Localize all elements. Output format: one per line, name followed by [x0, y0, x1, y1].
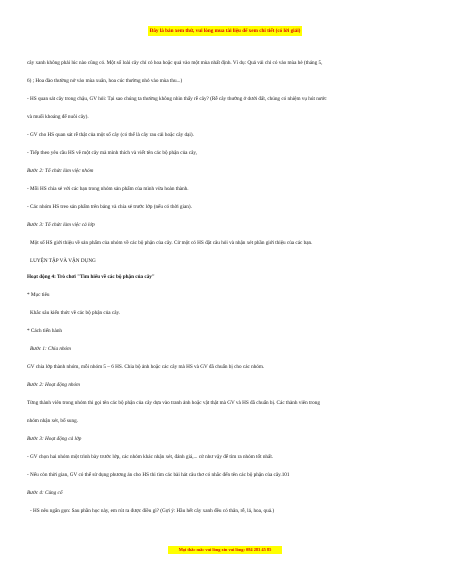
step-heading: Bước 2: Tổ chức làm việc nhóm — [27, 168, 94, 174]
paragraph-line: - GV chọn hai nhóm một trình bày trước lớp, các nhóm khác nhận xét, đánh giá,... cử như vậy để tìm ra nhóm tốt nhất. — [27, 454, 274, 460]
paragraph-line: và muối khoáng để nuôi cây). — [27, 114, 89, 120]
step-heading: Bước 3: Tổ chức làm việc cả lớp — [27, 222, 95, 228]
procedure-heading: * Cách tiến hành — [27, 328, 63, 334]
objective-heading: * Mục tiêu — [27, 292, 50, 298]
paragraph-line: - Tiếp theo yêu cầu HS vẽ một cây mà mình thích và viết tên các bộ phận của cây, — [27, 150, 197, 156]
paragraph-line: cây xanh không phải lúc nào cũng có. Một số loài cây chỉ có hoa hoặc quả vào một mùa nhất định. Ví dụ: Quả vải chỉ có vào mùa hè (tháng 5, — [27, 60, 323, 66]
paragraph-line: GV chia lớp thành nhóm, mỗi nhóm 5 – 6 HS. Chia bộ ảnh hoặc các cây mà HS và GV đã chuẩn bị cho các nhóm. — [27, 364, 265, 370]
step-heading: Bước 4: Củng cố — [27, 490, 63, 496]
paragraph-line: Một số HS giới thiệu về sản phẩm của nhóm về các bộ phận của cây. Cử một có HS đặt câu hỏi và nhận xét phần giới thiệu của các bạn. — [30, 240, 313, 246]
paragraph-line: - HS nêu ngắn gọn: Sau phần học này, em rút ra được điều gì? (Gợi ý: Hầu hết cây xanh đều có thân, rễ, lá, hoa, quả.) — [30, 508, 275, 514]
section-heading: LUYỆN TẬP VÀ VẬN DỤNG — [30, 258, 96, 264]
activity-heading: Hoạt động 4: Trò chơi "Tìm hiểu về các bộ phận của cây" — [27, 274, 155, 280]
paragraph-line: Khắc sâu kiến thức về các bộ phận của cây. — [30, 310, 121, 316]
step-heading: Bước 3: Hoạt động cả lớp — [27, 436, 82, 442]
preview-banner: Đây là bản xem thử, vui lòng mua tài liệu để xem chi tiết (có lời giải) — [149, 28, 301, 34]
paragraph-line: - HS quan sát cây trong chậu, GV hỏi: Tại sao chúng ta thường không nhìn thấy rễ cây? (Rễ cây thường ở dưới đất, chúng có nhiệm vụ hút nước — [27, 96, 327, 102]
paragraph-line: - GV cho HS quan sát rễ thật của một số cây (có thể là cây rau cải hoặc cây dại). — [27, 132, 194, 138]
document-body — [27, 60, 425, 514]
paragraph-line: - Các nhóm HS treo sản phẩm trên bảng và chia sẻ trước lớp (nếu có thời gian). — [27, 204, 192, 210]
paragraph-line: nhóm nhận xét, bổ sung. — [27, 418, 79, 424]
paragraph-line: - Nếu còn thời gian, GV có thể sử dụng phương án cho HS thi tìm các bài hát câu thơ có nhắc đến tên các bộ phận của cây.101 — [27, 472, 290, 478]
paragraph-line: 6) ; Hoa đào thường nở vào mùa xuân, hoa cúc thường nhỏ vào mùa thu...) — [27, 78, 183, 84]
contact-footer: Mọi thắc mắc vui lòng xin vui lòng: 084 283 45 85 — [168, 546, 282, 554]
paragraph-line: - Mỗi HS chia sẻ với các bạn trong nhóm sản phẩm của mình vừa hoàn thành. — [27, 186, 189, 192]
step-heading: Bước 1: Chia nhóm — [30, 346, 71, 352]
step-heading: Bước 2: Hoạt động nhóm — [27, 382, 80, 388]
paragraph-line: Từng thành viên trong nhóm thi gọi tên các bộ phận của cây dựa vào tranh ảnh hoặc vật thật mà GV và HS đã chuẩn bị. Các thành viên trong — [27, 400, 320, 406]
